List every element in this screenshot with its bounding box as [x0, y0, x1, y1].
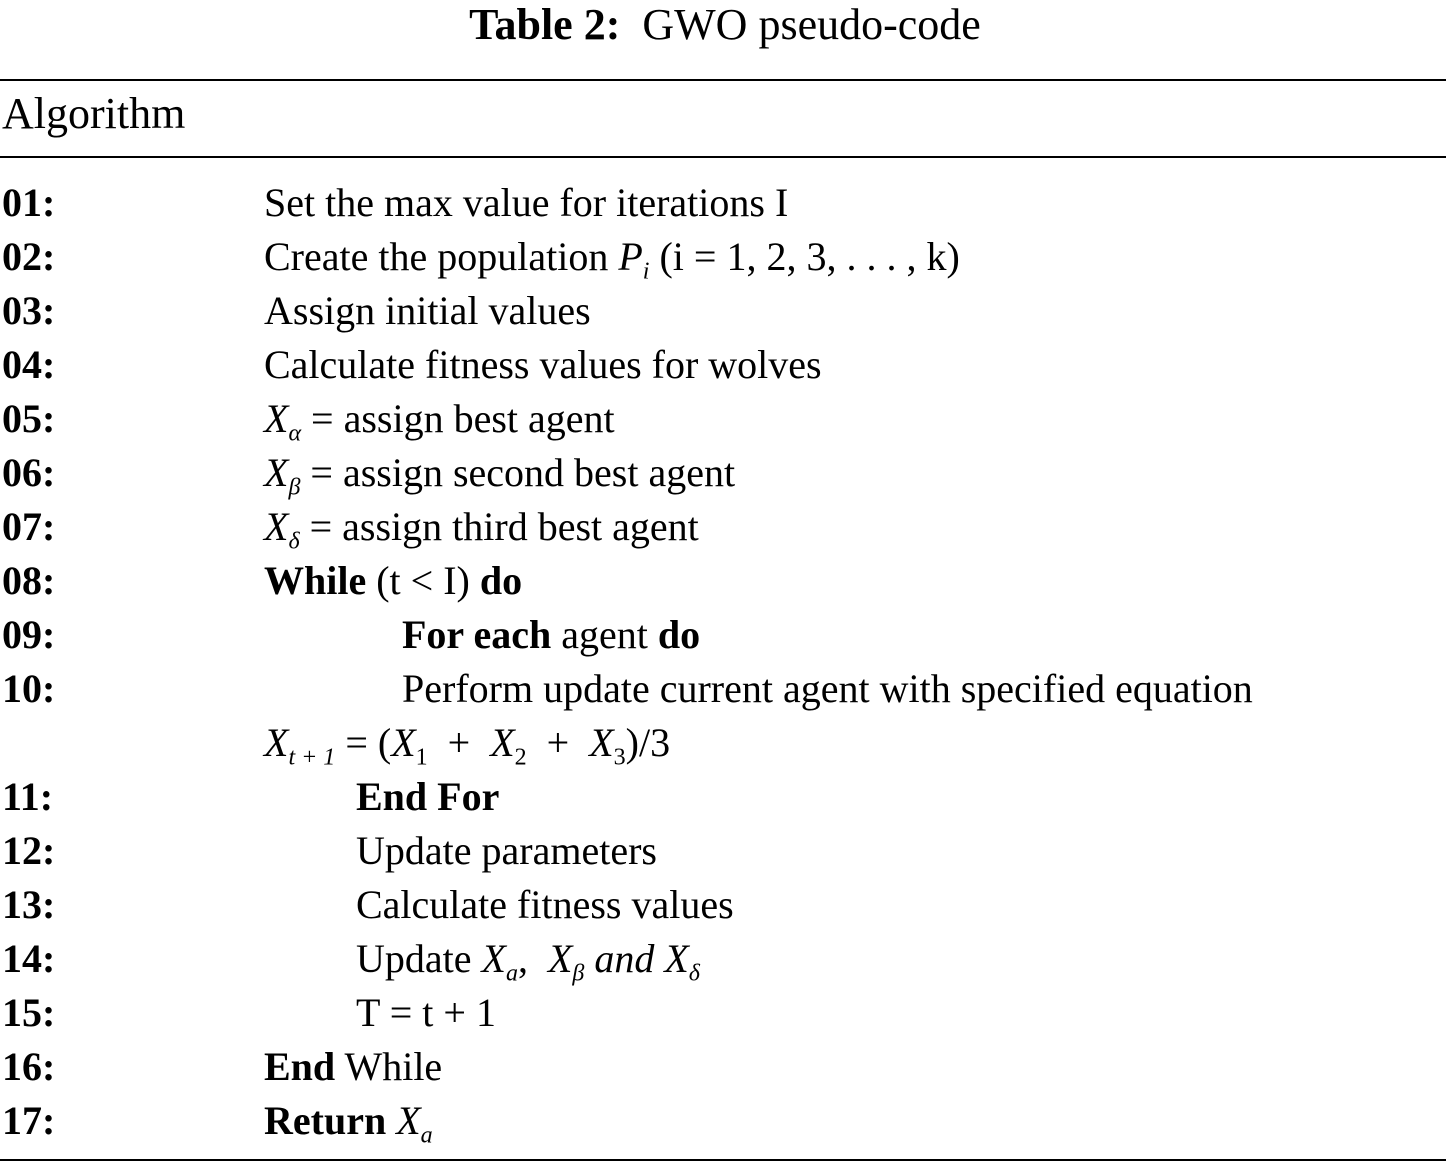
code-line-08	[0, 554, 1450, 608]
line-number: 03:	[2, 288, 56, 333]
line-text: End While	[264, 1044, 443, 1089]
line-text: $X_\alpha$ = assign best agent	[264, 396, 615, 447]
line-number: 13:	[2, 882, 56, 927]
line-text: Perform update current agent with specified equation	[402, 666, 1253, 711]
code-line-12	[0, 824, 1450, 878]
line-number: 06:	[2, 450, 56, 495]
line-text: T = t + 1	[356, 990, 496, 1035]
line-number: 05:	[2, 396, 56, 441]
line-number: 02:	[2, 234, 56, 279]
column-header: Algorithm	[2, 89, 186, 138]
line-text: Update $X_a$, $X_\beta$ and $X_\delta$	[356, 936, 700, 987]
line-text: $X_\beta$ = assign second best agent	[264, 450, 736, 501]
line-text: Set the max value for iterations I	[264, 180, 789, 225]
table-caption	[0, 0, 1450, 50]
update-equation	[0, 716, 1450, 770]
line-number: 16:	[2, 1044, 56, 1089]
line-text: Update parameters	[356, 828, 657, 873]
line-number: 14:	[2, 936, 56, 981]
line-text: Assign initial values	[264, 288, 591, 333]
line-number: 17:	[2, 1098, 56, 1143]
line-text: For each agent do	[402, 612, 701, 657]
line-text: End For	[356, 774, 500, 819]
code-line-09	[0, 608, 1450, 662]
bottom-rule	[0, 1159, 1446, 1161]
line-text: While (t < I) do	[264, 558, 523, 603]
caption-title: GWO pseudo-code	[642, 0, 981, 49]
caption-label: Table 2:	[469, 0, 621, 49]
top-rule	[0, 79, 1446, 81]
code-line-01	[0, 176, 1450, 230]
equation-text: $X_{t + 1} = (X_1 + X_2 + X_3)/3$	[264, 720, 671, 771]
header-rule	[0, 156, 1446, 158]
line-number: 10:	[2, 666, 56, 711]
line-number: 09:	[2, 612, 56, 657]
line-number: 07:	[2, 504, 56, 549]
line-text: Calculate fitness values	[356, 882, 734, 927]
code-line-13	[0, 878, 1450, 932]
line-number: 15:	[2, 990, 56, 1035]
line-text: Calculate fitness values for wolves	[264, 342, 822, 387]
code-line-16	[0, 1040, 1450, 1094]
code-line-06	[0, 446, 1450, 500]
code-line-07	[0, 500, 1450, 554]
code-line-04	[0, 338, 1450, 392]
code-line-02	[0, 230, 1450, 284]
code-line-17	[0, 1094, 1450, 1148]
code-line-05	[0, 392, 1450, 446]
line-number: 08:	[2, 558, 56, 603]
code-line-14	[0, 932, 1450, 986]
line-number: 04:	[2, 342, 56, 387]
code-line-15	[0, 986, 1450, 1040]
line-text: Return $X_a$	[264, 1098, 433, 1149]
code-line-10	[0, 662, 1450, 716]
code-line-11	[0, 770, 1450, 824]
line-number: 01:	[2, 180, 56, 225]
line-text: $X_\delta$ = assign third best agent	[264, 504, 699, 555]
line-number: 12:	[2, 828, 56, 873]
line-text: Create the population $P_i$ (i = 1, 2, 3, . . . , k)	[264, 234, 960, 285]
line-number: 11:	[2, 774, 54, 819]
code-line-03	[0, 284, 1450, 338]
